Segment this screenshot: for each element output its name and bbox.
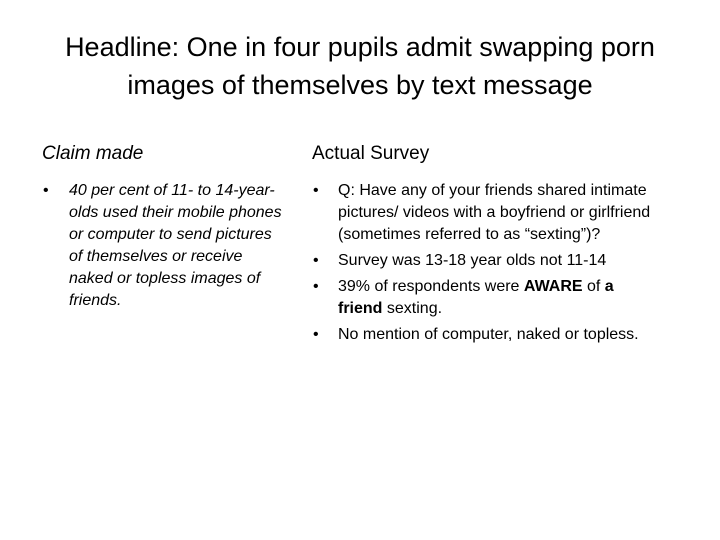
bullet-marker: •	[313, 278, 319, 295]
slide-title: Headline: One in four pupils admit swapping porn images of themselves by text message	[65, 32, 655, 100]
survey-bullet	[312, 250, 662, 272]
survey-bullet-text: Q: Have any of your friends shared intimate pictures/ videos with a boyfriend or girlfriend (sometimes referred to as “sexting”)?	[338, 182, 651, 243]
survey-column	[312, 140, 662, 350]
text-segment: 39% of respondents were	[338, 278, 524, 295]
survey-bullet-text	[338, 278, 614, 317]
survey-bullet-text: No mention of computer, naked or topless.	[338, 326, 639, 343]
claim-bullet	[42, 180, 282, 312]
survey-bullet	[312, 324, 662, 346]
emphasis-aware: AWARE	[523, 278, 583, 295]
claim-heading: Claim made	[42, 143, 144, 164]
survey-heading: Actual Survey	[312, 143, 430, 164]
survey-bullet	[312, 180, 662, 246]
text-segment: sexting.	[382, 300, 443, 317]
bullet-marker: •	[313, 182, 319, 199]
claim-bullet-text: 40 per cent of 11- to 14-year-olds used their mobile phones or computer to send pictures of themselves or receive naked or topless images of friends.	[69, 182, 282, 309]
survey-bullet	[312, 276, 662, 320]
claim-bullet-list	[42, 180, 282, 312]
emphasis-friend: a friend	[338, 278, 614, 317]
bullet-marker: •	[313, 252, 319, 269]
bullet-marker: •	[313, 326, 319, 343]
text-segment: of	[582, 278, 605, 295]
survey-bullet-list	[312, 180, 662, 346]
claim-column	[42, 140, 282, 316]
survey-bullet-text: Survey was 13-18 year olds not 11-14	[338, 252, 607, 269]
bullet-marker: •	[43, 182, 49, 199]
